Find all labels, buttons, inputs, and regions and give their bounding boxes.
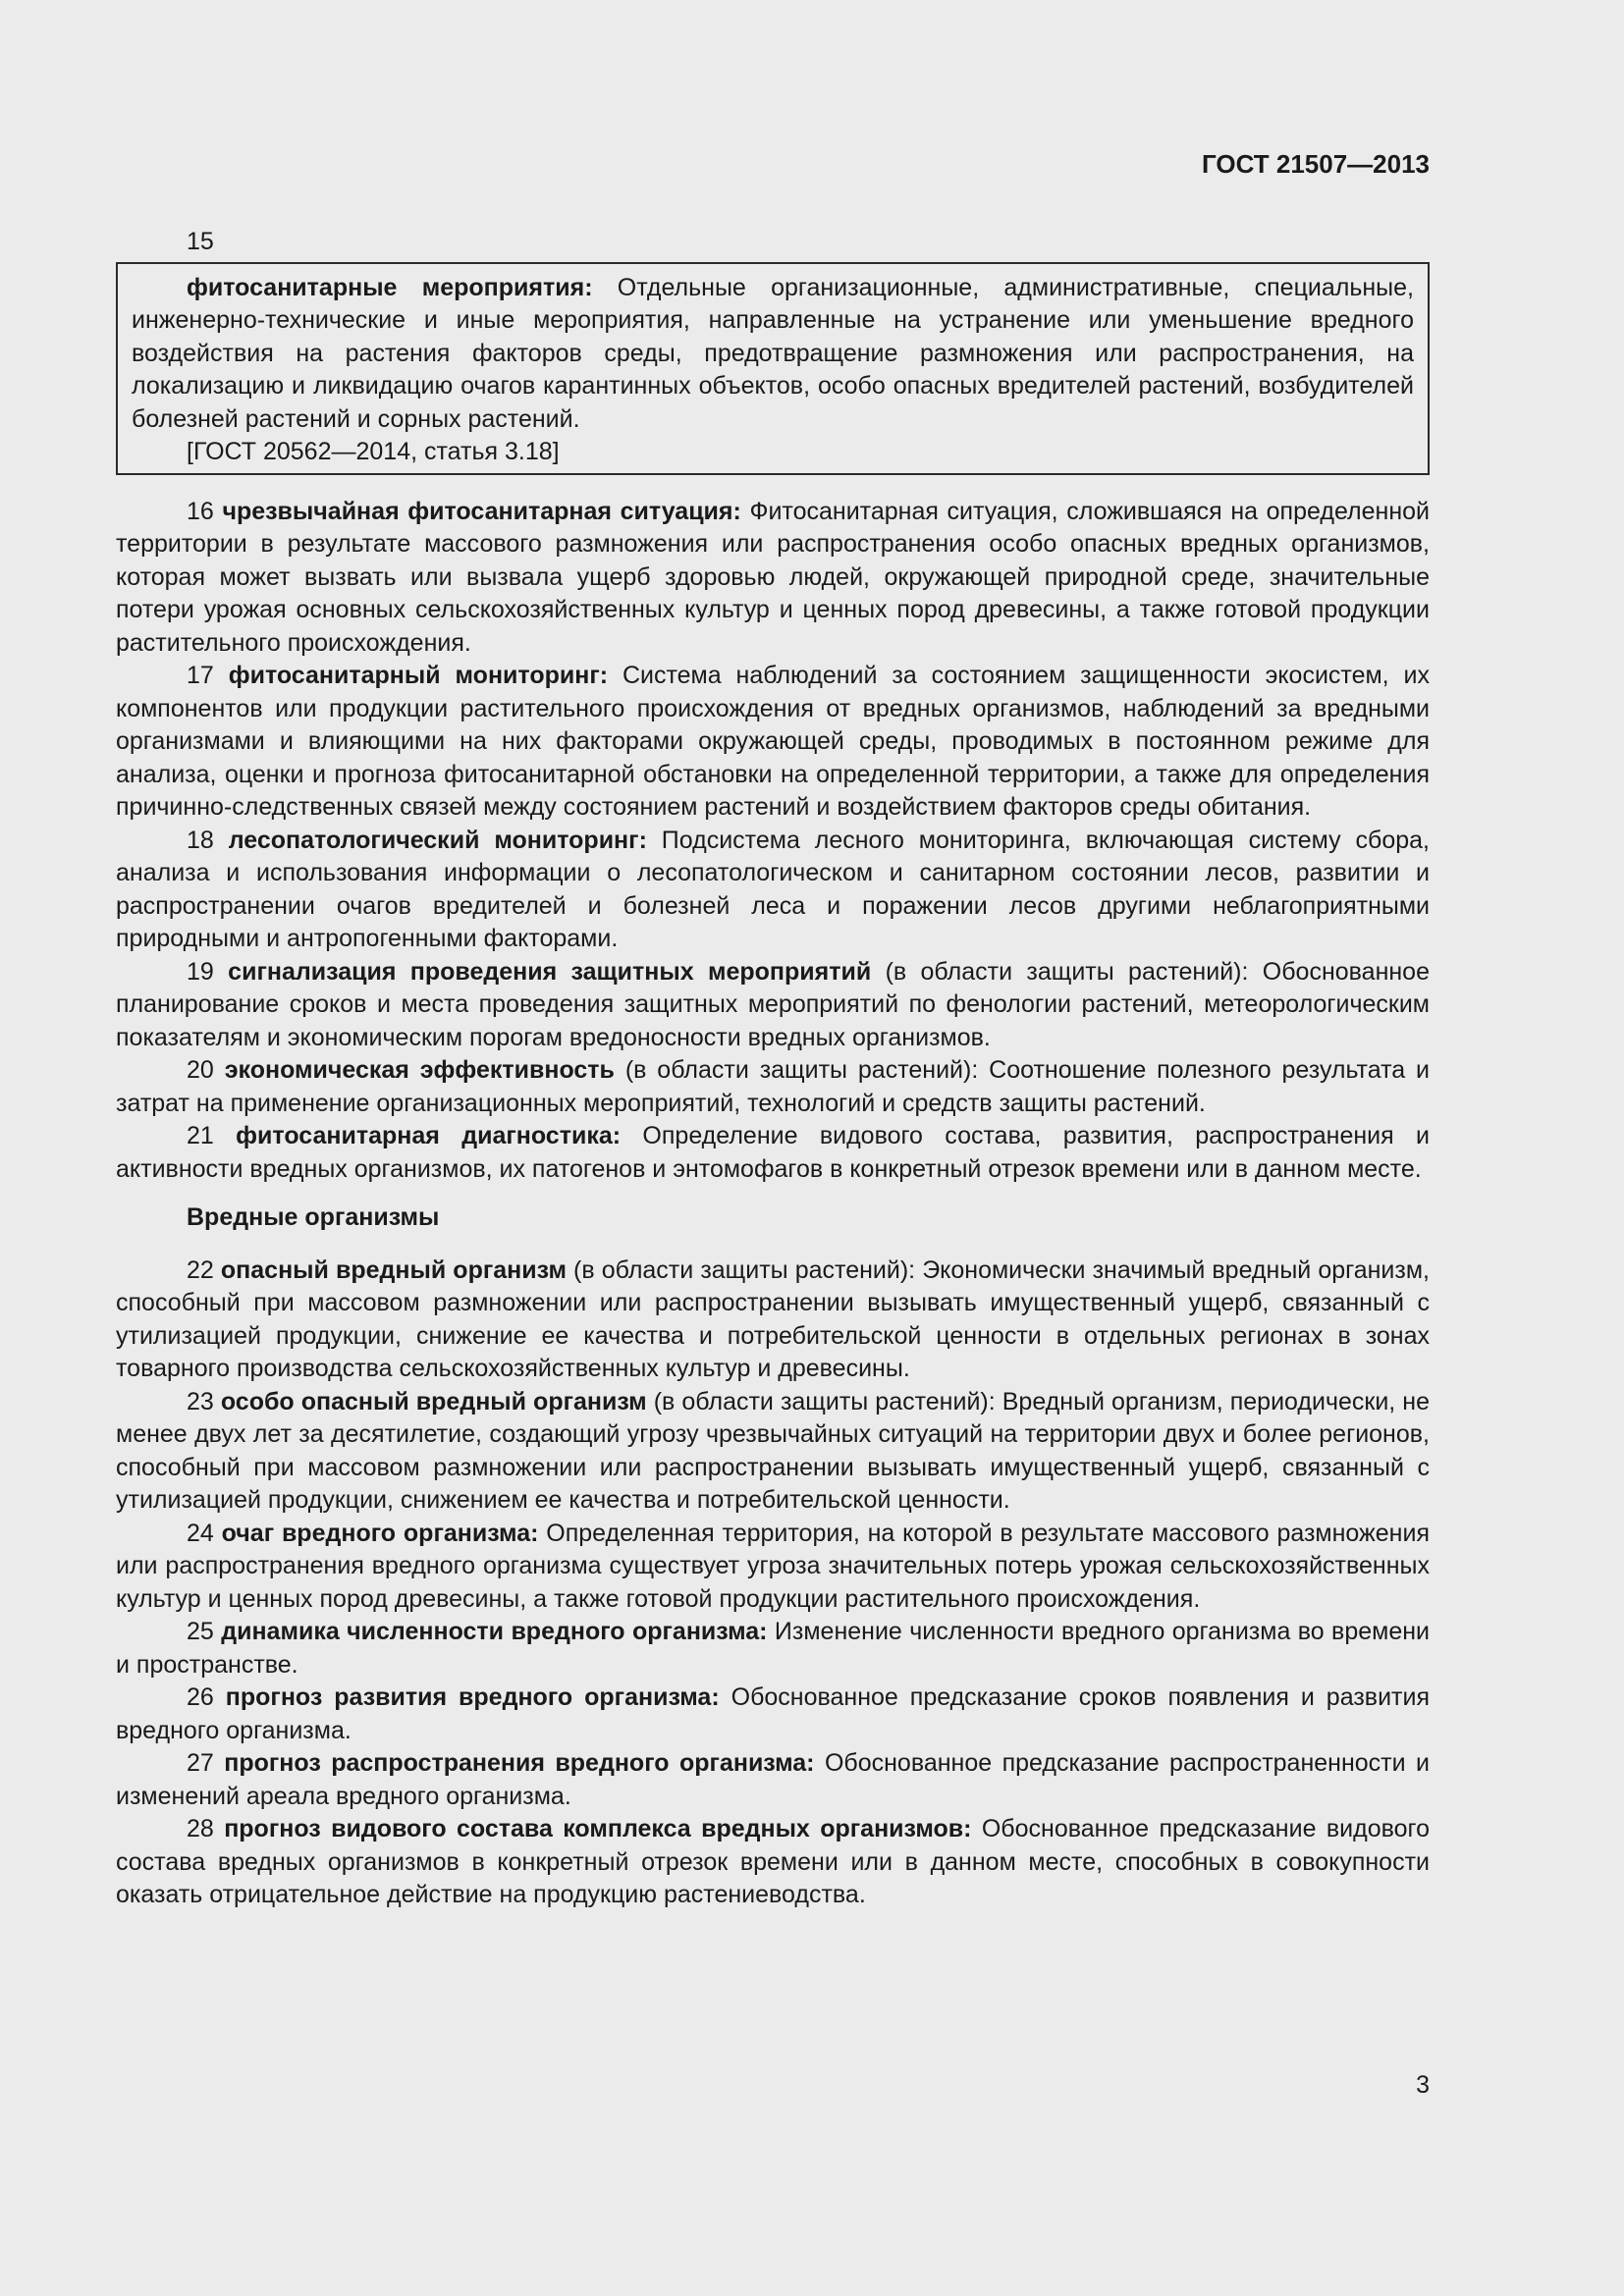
- term-definition: (в области защиты растений): Соотношение полезного результата и затрат на применение организационных мероприятий, технологий и средств защиты растений.: [116, 1056, 1430, 1117]
- term-number: 17: [187, 662, 229, 689]
- term-number: 28: [187, 1815, 225, 1842]
- term-title: фитосанитарная диагностика:: [236, 1122, 622, 1149]
- term-19-entry: [116, 956, 1430, 1055]
- term-15-definition: Отдельные организационные, административные, специальные, инженерно-технические и иные мероприятия, направленные на устранение или уменьшение вредного воздействия на растения факторов среды, предотвращение размножения или распространения, на локализацию и ликвидацию очагов карантинных объектов, особо опасных вредителей растений, возбудителей болезней растений и сорных растений.: [132, 273, 1414, 433]
- term-title: лесопатологический мониторинг:: [228, 826, 647, 854]
- section-heading: Вредные организмы: [187, 1203, 440, 1231]
- term-title: фитосанитарный мониторинг:: [228, 662, 609, 689]
- term-title: очаг вредного организма:: [221, 1519, 539, 1547]
- page-number: 3: [1416, 2071, 1430, 2099]
- term-22-entry: [116, 1255, 1430, 1386]
- term-number: 20: [187, 1056, 225, 1084]
- term-15-box: [116, 262, 1430, 475]
- term-28-entry: [116, 1813, 1430, 1912]
- term-number: 24: [187, 1519, 222, 1547]
- term-definition: (в области защиты растений): Экономически значимый вредный организм, способный при массовом размножении или распространении вызывать имущественный ущерб, связанный с утилизацией продукции, снижение ее качества и потребительской ценности в отдельных регионах в зонах товарного производства сельскохозяйственных культур и древесины.: [116, 1255, 1430, 1382]
- term-21-entry: [116, 1120, 1430, 1186]
- term-title: прогноз видового состава комплекса вредных организмов:: [224, 1815, 972, 1842]
- term-title: экономическая эффективность: [224, 1056, 615, 1084]
- term-number: 23: [187, 1387, 221, 1415]
- term-number: 27: [187, 1749, 225, 1777]
- term-24-entry: [116, 1518, 1430, 1617]
- term-number: 19: [187, 957, 229, 986]
- term-number: 16: [187, 497, 223, 525]
- term-definition: (в области защиты растений): Вредный организм, периодически, не менее двух лет за десятилетие, создающий угрозу чрезвычайных ситуаций на территории двух и более регионов, способный при массовом размножении или распространении вызывать имущественный ущерб, связанный с утилизацией продукции, снижением ее качества и потребительской ценности.: [116, 1387, 1430, 1514]
- term-15-reference: [ГОСТ 20562—2014, статья 3.18]: [187, 438, 560, 465]
- term-15-entry: [132, 272, 1414, 437]
- term-number: 21: [187, 1122, 237, 1149]
- term-15-number: 15: [187, 228, 214, 255]
- term-25-entry: [116, 1616, 1430, 1682]
- term-title: чрезвычайная фитосанитарная ситуация:: [222, 497, 741, 525]
- term-title: сигнализация проведения защитных мероприятий: [228, 957, 872, 986]
- term-definition: Обоснованное предсказание распространенности и изменений ареала вредного организма.: [116, 1749, 1430, 1810]
- term-title: динамика численности вредного организма:: [221, 1618, 768, 1645]
- standard-header: ГОСТ 21507—2013: [1202, 149, 1430, 179]
- term-title: прогноз развития вредного организма:: [225, 1683, 720, 1711]
- term-definition: Определенная территория, на которой в результате массового размножения или распространения вредного организма существует угроза значительных потерь урожая сельскохозяйственных культур и ценных пород древесины, а также готовой продукции растительного происхождения.: [116, 1519, 1430, 1613]
- term-definition: Подсистема лесного мониторинга, включающая систему сбора, анализа и использования информации о лесопатологическом и санитарном состоянии лесов, развитии и распространении очагов вредителей и болезней леса и поражении лесов другими неблагоприятными природными и антропогенными факторами.: [116, 826, 1430, 952]
- term-15-title: фитосанитарные мероприятия:: [187, 273, 593, 301]
- term-26-entry: [116, 1682, 1430, 1747]
- term-definition: Обоснованное предсказание видового состава вредных организмов в конкретный отрезок времени или в данном месте, способных в совокупности оказать отрицательное действие на продукцию растениеводства.: [116, 1815, 1430, 1908]
- term-definition: Обоснованное предсказание сроков появления и развития вредного организма.: [116, 1683, 1430, 1744]
- term-definition: Система наблюдений за состоянием защищенности экосистем, их компонентов или продукции растительного происхождения от вредных организмов, наблюдений за вредными организмами и влияющими на них факторами окружающей среды, проводимых в постоянном режиме для анализа, оценки и прогноза фитосанитарной обстановки на определенной территории, а также для определения причинно-следственных связей между состоянием растений и воздействием факторов среды обитания.: [116, 662, 1430, 821]
- term-number: 25: [187, 1618, 222, 1645]
- term-definition: Изменение численности вредного организма во времени и пространстве.: [116, 1618, 1431, 1679]
- term-title: опасный вредный организм: [220, 1255, 567, 1284]
- term-27-entry: [116, 1747, 1430, 1813]
- term-definition: (в области защиты растений): Обоснованное планирование сроков и места проведения защитных мероприятий по фенологии растений, метеорологическим показателям и экономическим порогам вредоносности вредных организмов.: [116, 957, 1430, 1051]
- term-20-entry: [116, 1054, 1430, 1120]
- term-definition: Фитосанитарная ситуация, сложившаяся на определенной территории в результате массового размножения или распространения особо опасных вредных организмов, которая может вызвать или вызвала ущерб здоровью людей, окружающей природной среде, значительные потери урожая основных сельскохозяйственных культур и ценных пород древесины, а также готовой продукции растительного происхождения.: [116, 497, 1430, 657]
- page-content: [116, 226, 1430, 1912]
- term-title: прогноз распространения вредного организма:: [224, 1749, 815, 1777]
- term-number: 18: [187, 826, 229, 854]
- term-number: 22: [187, 1255, 221, 1284]
- term-number: 26: [187, 1683, 226, 1711]
- term-18-entry: [116, 825, 1430, 956]
- term-16-entry: [116, 496, 1430, 661]
- term-title: особо опасный вредный организм: [220, 1387, 647, 1415]
- term-definition: Определение видового состава, развития, распространения и активности вредных организмов, их патогенов и энтомофагов в конкретный отрезок времени или в данном месте.: [116, 1122, 1430, 1183]
- term-17-entry: [116, 660, 1430, 825]
- term-23-entry: [116, 1386, 1430, 1518]
